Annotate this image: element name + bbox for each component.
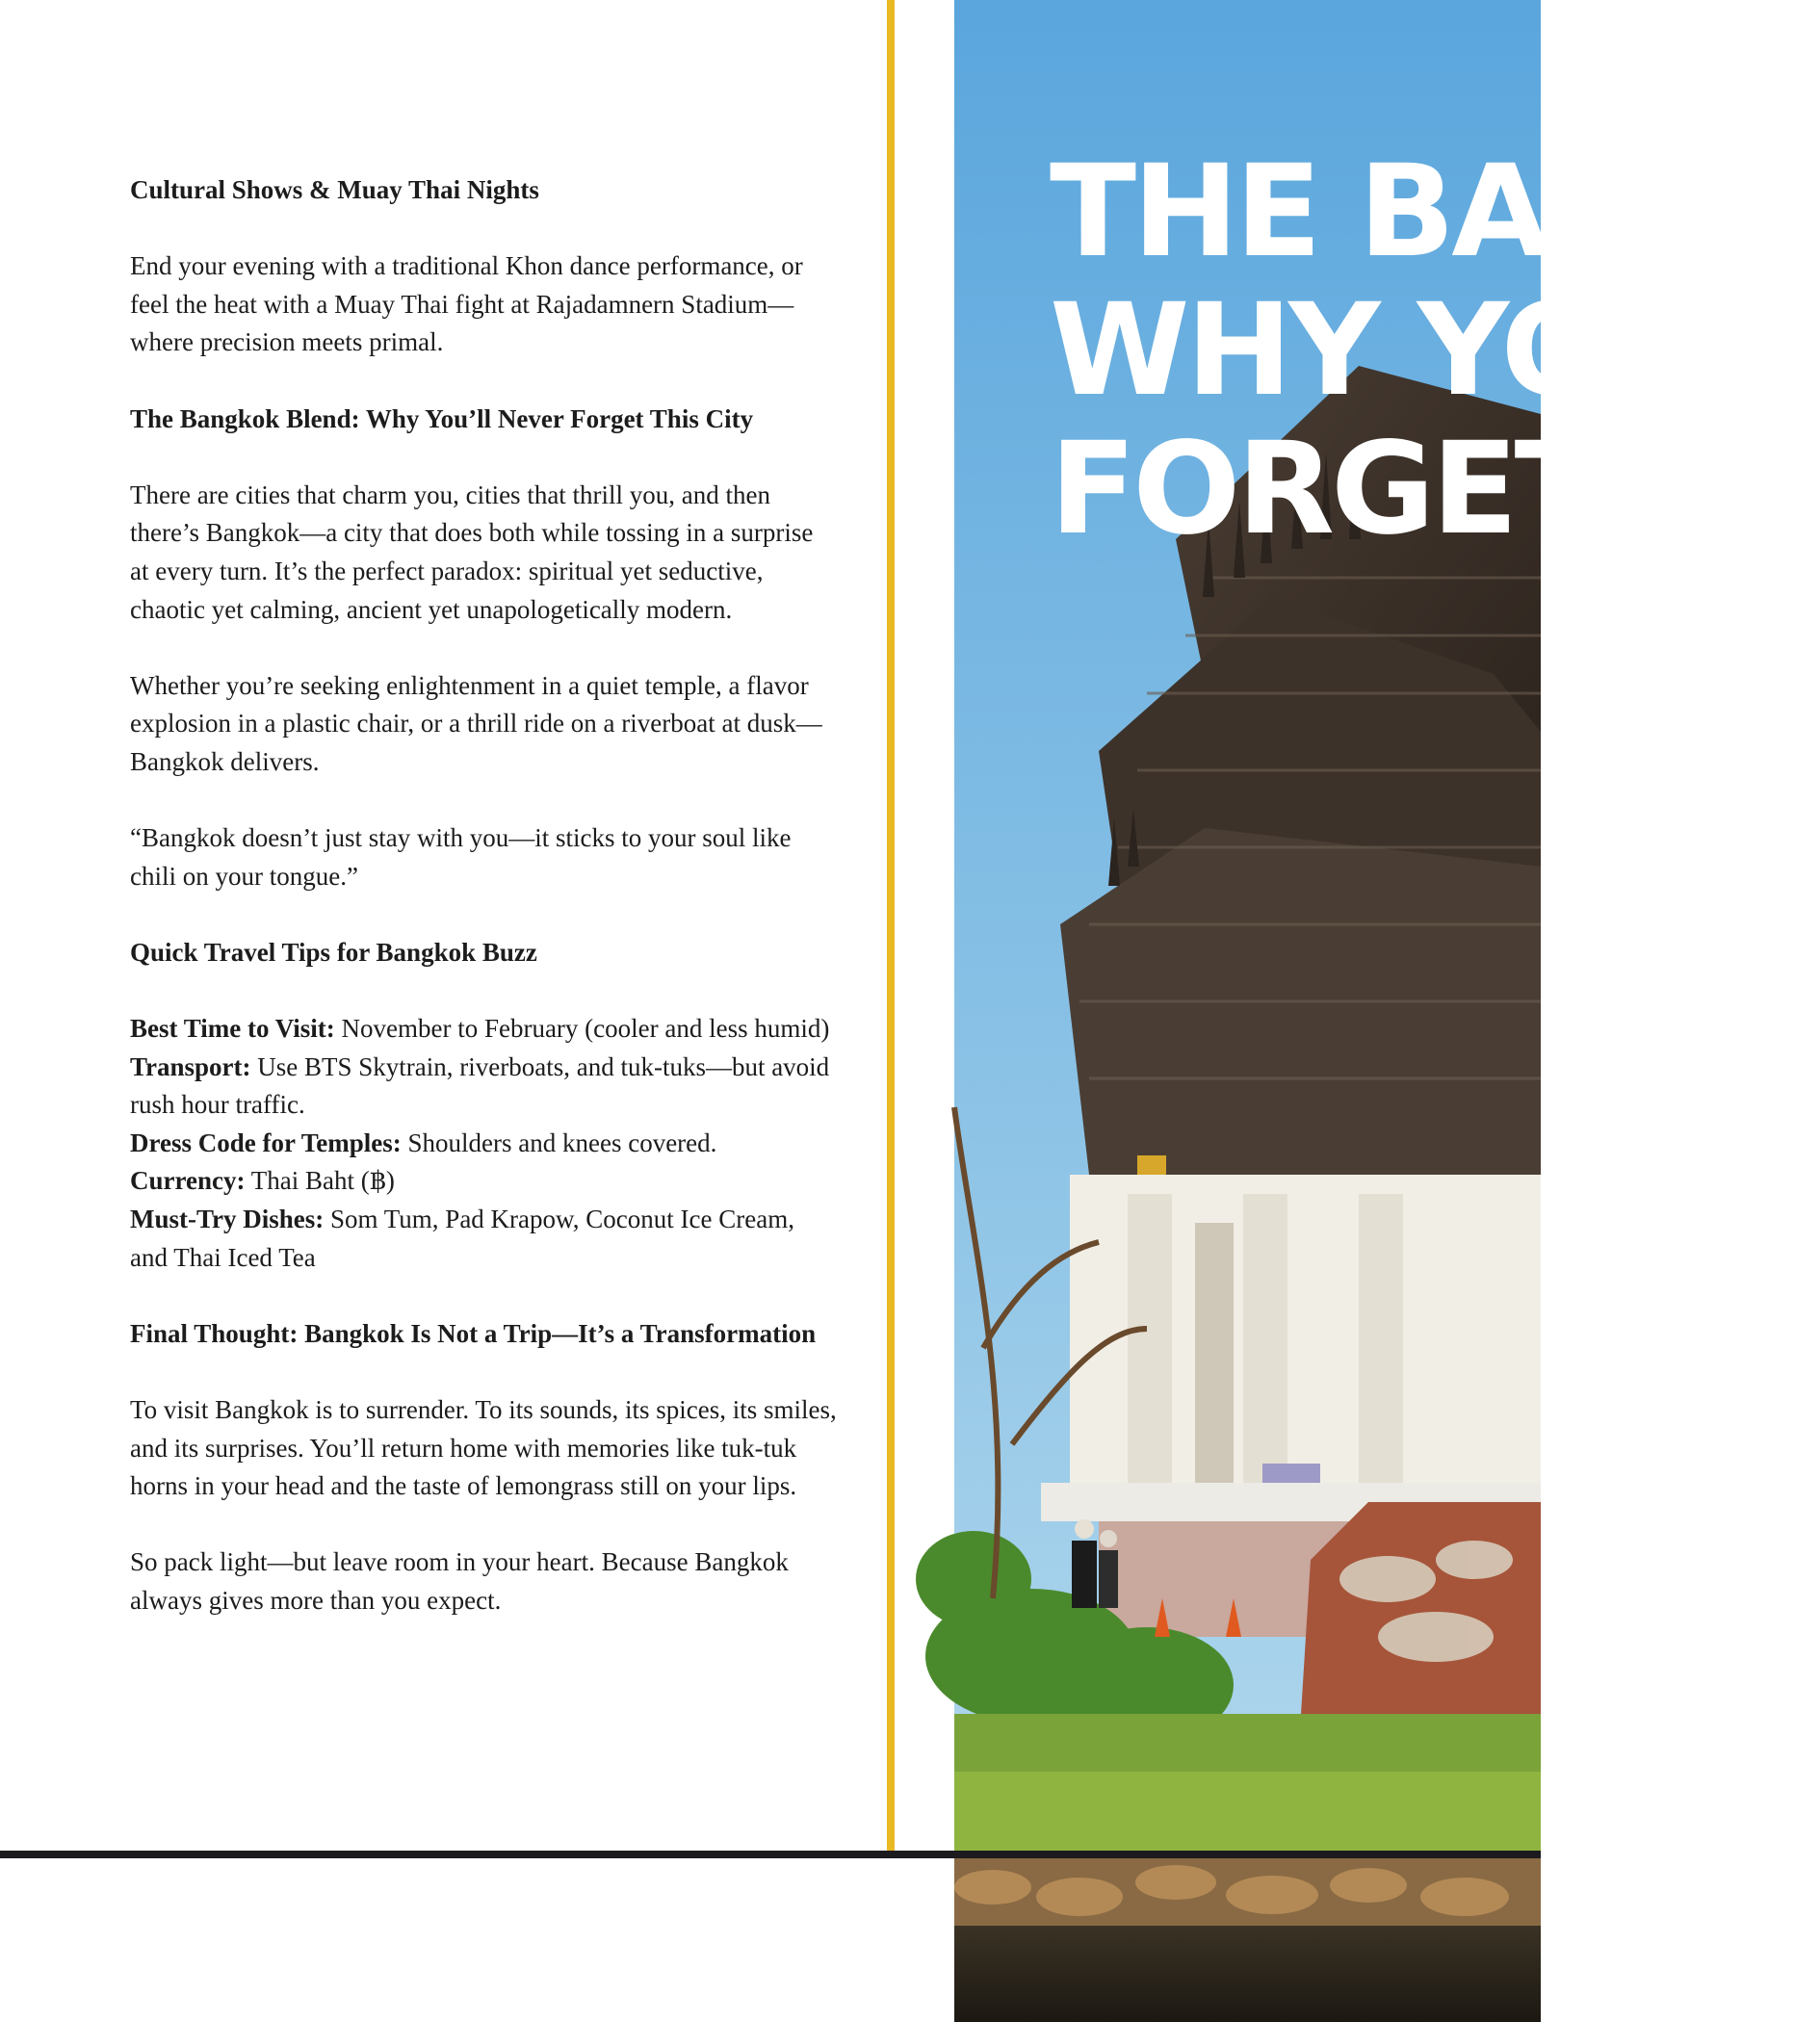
- pull-quote: “Bangkok doesn’t just stay with you—it sticks to your soul like chili on your tongue.”: [130, 823, 792, 891]
- hero-title-line-1: THE BAN: [1050, 138, 1649, 286]
- article-text-column: [130, 171, 838, 1658]
- paragraph-cultural-shows: End your evening with a traditional Khon dance performance, or feel the heat with a Muay Thai fight at Rajadamnern Stadium—where precision meets primal.: [130, 251, 803, 357]
- tip-text: November to February (cooler and less humid): [334, 1014, 830, 1044]
- hero-title-line-3: FORGET: [1050, 415, 1598, 563]
- hero-title: [1050, 138, 1820, 563]
- bottom-rule: [0, 1851, 1541, 1858]
- section-heading-cultural-shows: Cultural Shows & Muay Thai Nights: [130, 175, 539, 204]
- paragraph-bangkok-blend-1: There are cities that charm you, cities that thrill you, and then there’s Bangkok—a city that does both while tossing in a surprise at every turn. It’s the perfect paradox: spiritual yet seductive, chaotic yet calming, ancient yet unapologetically modern.: [130, 480, 814, 624]
- tip-dishes: [130, 1201, 838, 1277]
- tip-best-time: [130, 1010, 838, 1049]
- paragraph-bangkok-blend-2: Whether you’re seeking enlightenment in a quiet temple, a flavor explosion in a plastic chair, or a thrill ride on a riverboat at dusk—Bangkok delivers.: [130, 670, 822, 776]
- tip-dress-code: [130, 1125, 838, 1163]
- tip-text: Thai Baht (฿): [245, 1166, 395, 1196]
- tip-label: Transport:: [130, 1051, 251, 1081]
- accent-divider-bar: [887, 0, 895, 1851]
- section-heading-travel-tips: Quick Travel Tips for Bangkok Buzz: [130, 937, 537, 967]
- section-heading-bangkok-blend: The Bangkok Blend: Why You’ll Never Forget This City: [130, 403, 754, 433]
- travel-tips-list: [130, 1010, 838, 1277]
- tip-text: Som Tum, Pad Krapow, Coconut Ice Cream, and Thai Iced Tea: [130, 1205, 794, 1272]
- tip-text: Shoulders and knees covered.: [401, 1128, 717, 1157]
- tip-label: Must-Try Dishes:: [130, 1205, 325, 1234]
- tip-label: Currency:: [130, 1166, 246, 1196]
- paragraph-final-thought-2: So pack light—but leave room in your heart. Because Bangkok always gives more than you expect.: [130, 1547, 789, 1615]
- tip-label: Dress Code for Temples:: [130, 1128, 402, 1157]
- tip-transport: [130, 1049, 838, 1125]
- tip-label: Best Time to Visit:: [130, 1014, 335, 1044]
- hero-title-line-2: WHY YO: [1050, 276, 1605, 425]
- tip-text: Use BTS Skytrain, riverboats, and tuk-tuks—but avoid rush hour traffic.: [130, 1051, 830, 1120]
- section-heading-final-thought: Final Thought: Bangkok Is Not a Trip—It’s a Transformation: [130, 1318, 817, 1348]
- paragraph-final-thought-1: To visit Bangkok is to surrender. To its sounds, its spices, its smiles, and its surprises. You’ll return home with memories like tuk-tuk horns in your head and the taste of lemongrass still on your lips.: [130, 1395, 837, 1501]
- tip-currency: [130, 1162, 838, 1201]
